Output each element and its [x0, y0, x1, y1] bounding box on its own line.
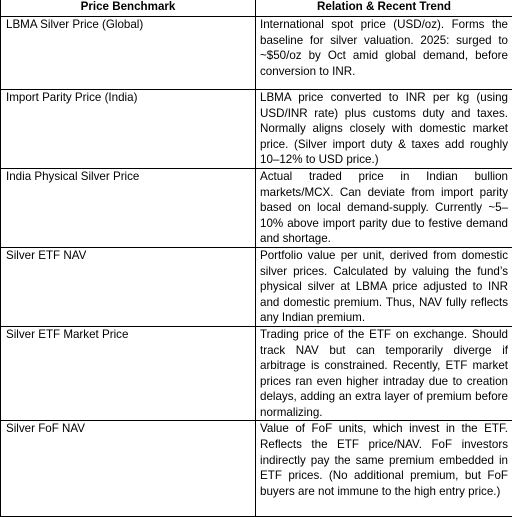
relation-cell: Actual traded price in Indian bullion markets/MCX. Can deviate from import parity based on local demand-supply. Currently ~5–10% above import parity due to festive demand and shortage. [256, 168, 512, 247]
table-body [1, 17, 512, 517]
table-row [1, 90, 512, 169]
relation-cell: Value of FoF units, which invest in the ETF. Reflects the ETF price/NAV. FoF investors indirectly pay the same premium embedded in ETF prices. (No additional premium, but FoF buyers are not immune to the high entry price.) [256, 421, 512, 517]
relation-cell: Portfolio value per unit, derived from domestic silver prices. Calculated by valuing the fund’s physical silver at LBMA price adjusted to INR and domestic premium. Thus, NAV fully reflects any Indian premium. [256, 247, 512, 326]
header-row [1, 0, 512, 17]
benchmark-cell: Silver FoF NAV [1, 421, 256, 517]
relation-cell: Trading price of the ETF on exchange. Should track NAV but can temporarily diverge if arbitrage is constrained. Recently, ETF market prices ran even higher intraday due to creation delays, adding an extra layer of premium before normalizing. [256, 326, 512, 421]
relation-cell: International spot price (USD/oz). Forms the baseline for silver valuation. 2025: surged to ~$50/oz by Oct amid global demand, before conversion to INR. [256, 17, 512, 90]
table-row [1, 168, 512, 247]
table-row [1, 326, 512, 421]
header-price-benchmark: Price Benchmark [1, 0, 256, 17]
table-header [1, 0, 512, 17]
relation-cell: LBMA price converted to INR per kg (using USD/INR rate) plus customs duty and taxes. Normally aligns closely with domestic market price. (Silver import duty & taxes add roughly 10–12% to USD price.) [256, 90, 512, 169]
table-row [1, 17, 512, 90]
benchmark-cell: Import Parity Price (India) [1, 90, 256, 169]
header-relation-trend: Relation & Recent Trend [256, 0, 512, 17]
benchmark-cell: Silver ETF Market Price [1, 326, 256, 421]
benchmark-cell: India Physical Silver Price [1, 168, 256, 247]
table-row [1, 247, 512, 326]
benchmark-cell: LBMA Silver Price (Global) [1, 17, 256, 90]
benchmark-cell: Silver ETF NAV [1, 247, 256, 326]
table-row [1, 421, 512, 517]
